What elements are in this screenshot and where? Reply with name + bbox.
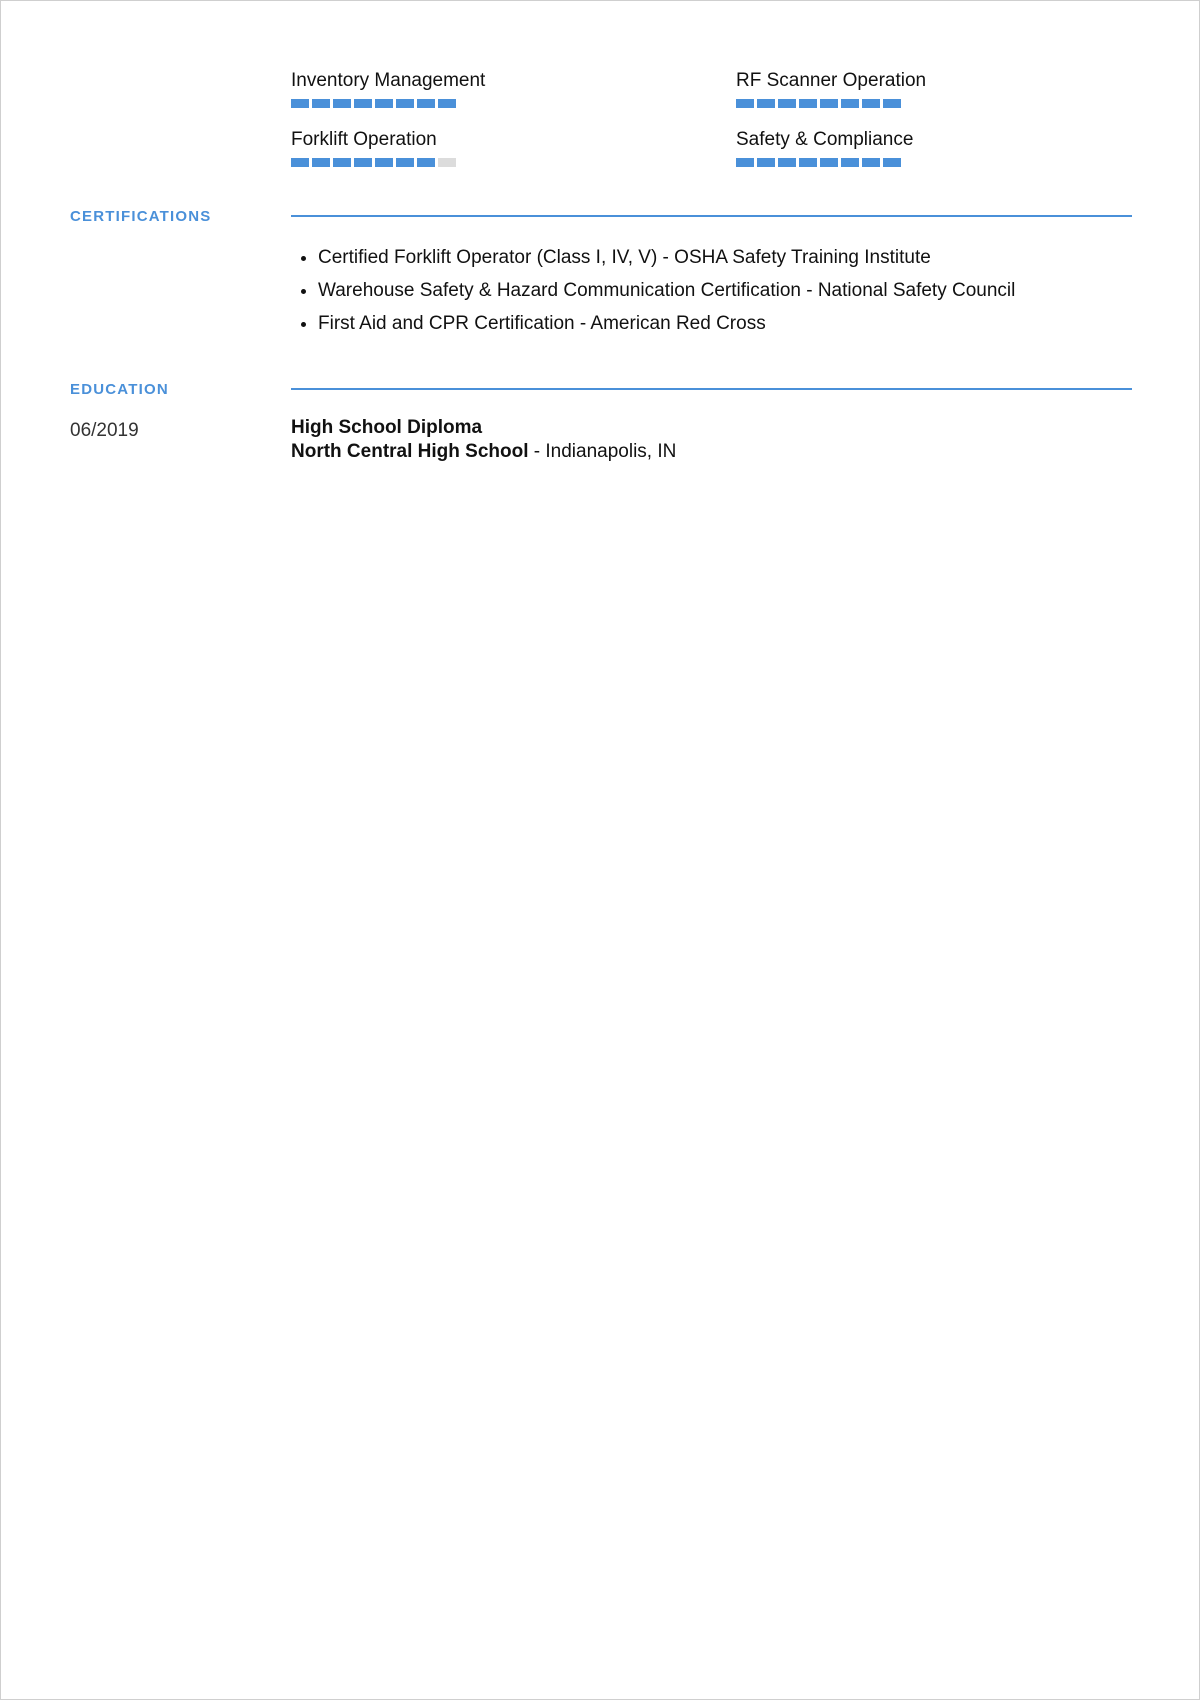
school-name: North Central High School — [291, 441, 529, 462]
skill-segment-filled — [841, 158, 859, 167]
skill-item — [291, 128, 736, 167]
skill-segment-filled — [312, 158, 330, 167]
skill-segment-filled — [862, 158, 880, 167]
skill-name: Safety & Compliance — [736, 129, 914, 150]
skills-grid — [291, 69, 1131, 167]
skill-segment-filled — [778, 158, 796, 167]
skill-segment-filled — [354, 99, 372, 108]
school-line — [291, 440, 676, 464]
section-divider — [291, 388, 1132, 390]
skill-name: RF Scanner Operation — [736, 70, 927, 91]
section-title: EDUCATION — [70, 381, 169, 398]
skill-segment-filled — [291, 158, 309, 167]
section-title: CERTIFICATIONS — [70, 208, 212, 225]
education-entry — [291, 416, 676, 464]
list-item: • Certified Forklift Operator (Class I, IV, V) - OSHA Safety Training Institute — [318, 246, 1015, 270]
skill-item — [291, 69, 736, 108]
skill-segment-filled — [291, 99, 309, 108]
skill-item — [736, 128, 1131, 167]
skill-segment-filled — [333, 158, 351, 167]
degree-title: High School Diploma — [291, 417, 483, 438]
skill-level-bar — [736, 99, 1131, 108]
certifications-list — [291, 246, 1015, 345]
section-divider — [291, 215, 1132, 217]
skill-segment-filled — [757, 99, 775, 108]
skill-name: Forklift Operation — [291, 129, 437, 150]
skill-segment-filled — [883, 158, 901, 167]
skill-level-bar — [291, 158, 736, 167]
skill-level-bar — [736, 158, 1131, 167]
skill-segment-filled — [799, 158, 817, 167]
skill-segment-filled — [417, 158, 435, 167]
skill-segment-filled — [333, 99, 351, 108]
list-item: • First Aid and CPR Certification - American Red Cross — [318, 312, 1015, 336]
skill-segment-filled — [312, 99, 330, 108]
skill-segment-filled — [396, 158, 414, 167]
skill-segment-filled — [757, 158, 775, 167]
skill-segment-filled — [778, 99, 796, 108]
skill-segment-filled — [883, 99, 901, 108]
skill-segment-filled — [396, 99, 414, 108]
skill-segment-filled — [862, 99, 880, 108]
skill-segment-filled — [820, 99, 838, 108]
skill-segment-filled — [841, 99, 859, 108]
education-date: 06/2019 — [70, 420, 139, 441]
skill-segment-filled — [438, 99, 456, 108]
school-location: Indianapolis, IN — [545, 441, 677, 462]
skill-segment-filled — [820, 158, 838, 167]
skill-segment-filled — [736, 158, 754, 167]
skill-segment-filled — [375, 99, 393, 108]
skill-segment-filled — [799, 99, 817, 108]
list-item: • Warehouse Safety & Hazard Communication Certification - National Safety Council — [318, 279, 1015, 303]
skill-name: Inventory Management — [291, 70, 486, 91]
separator: - — [528, 441, 546, 462]
skill-segment-filled — [354, 158, 372, 167]
skill-segment-empty — [438, 158, 456, 167]
skill-segment-filled — [736, 99, 754, 108]
skill-item — [736, 69, 1131, 108]
skill-level-bar — [291, 99, 736, 108]
skill-segment-filled — [417, 99, 435, 108]
skill-segment-filled — [375, 158, 393, 167]
